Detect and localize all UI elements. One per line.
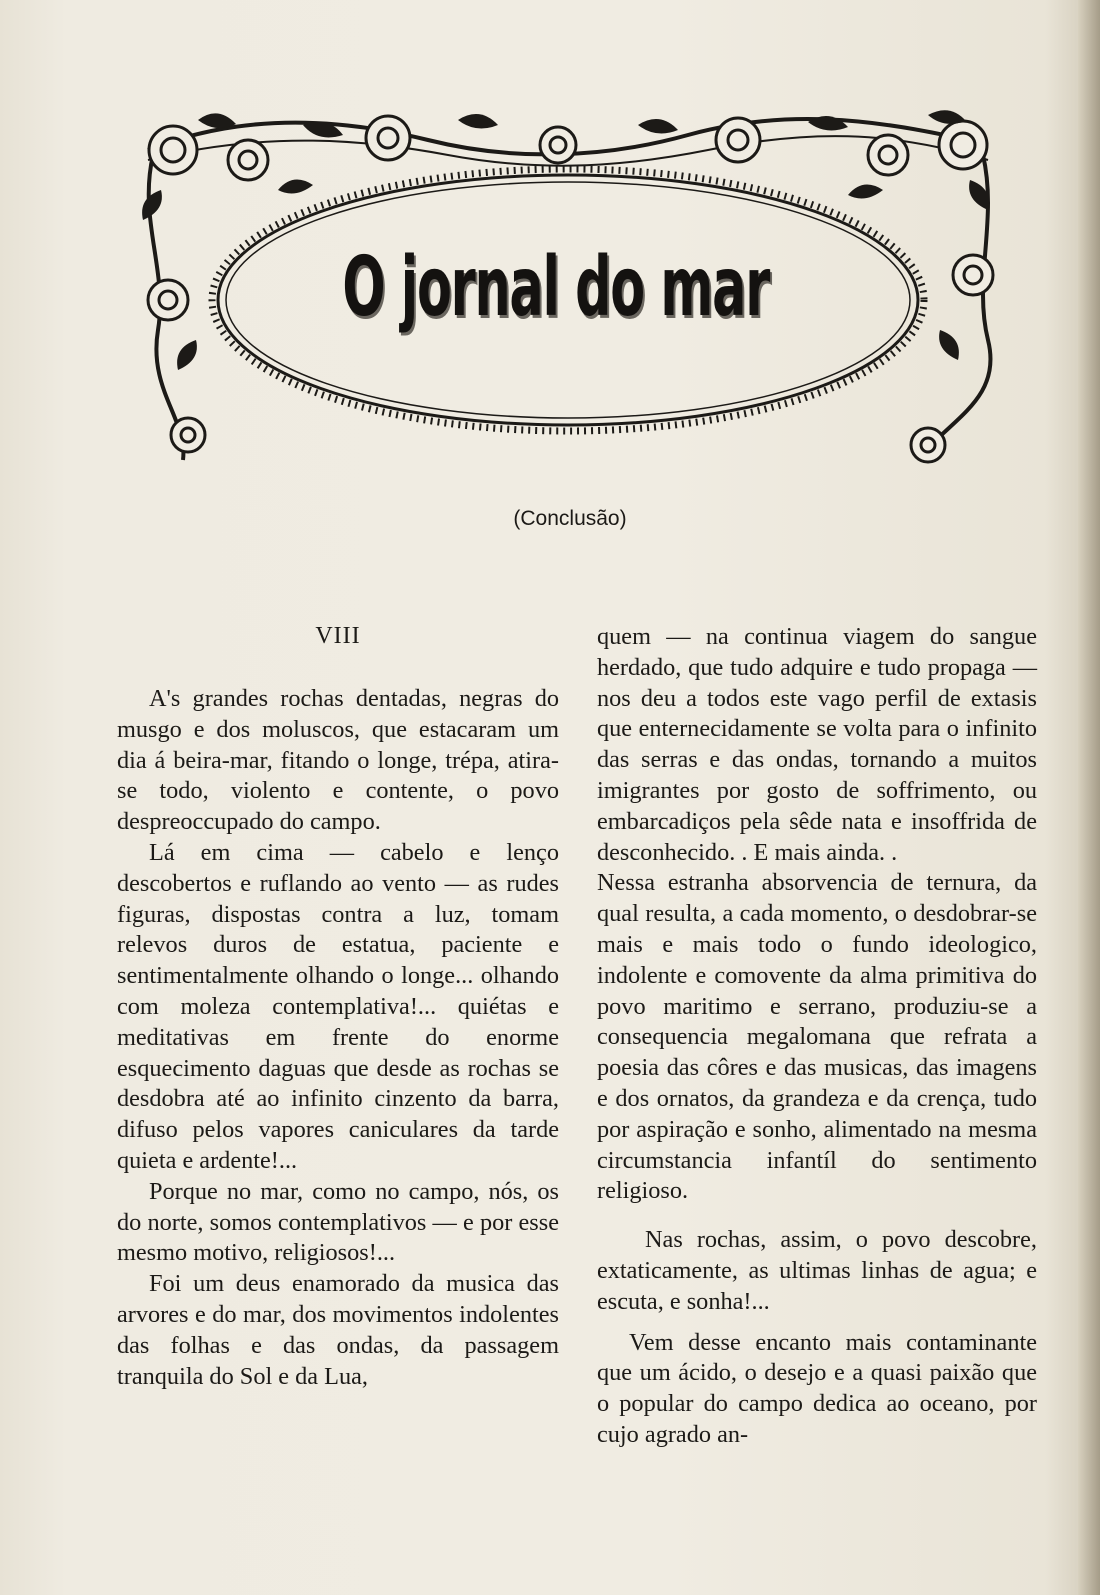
paragraph: Foi um deus enamorado da musica das arvores e do mar, dos movimentos indolentes das folhas e das ondas, da passagem tranquila do Sol e da Lua, [117,1270,559,1390]
paragraph: Vem desse encanto mais contaminante que um ácido, o desejo e a quasi paixão que o popular do campo dedica ao oceano, por cujo agrado an- [597,1328,1037,1448]
paragraph: Lá em cima — cabelo e lenço descobertos e ruflando ao vento — as rudes figuras, dispostas contra a luz, tomam relevos duros de estatua, paciente e sentimentalmente olhando o longe... olhando com moleza contemplativa!... quiétas e meditativas em frente do enorme esquecimento daguas que desde as rochas se desdobra até ao infinito cinzento da barra, difuso pelos vapores caniculares da tarde quieta e ardente!... [117,838,559,1174]
paragraph: Nas rochas, assim, o povo descobre, extaticamente, as ultimas linhas de agua; e escuta, e sonha!... [597,1226,1037,1315]
text-column-right [597,622,1037,1451]
section-number: VIII [315,623,361,649]
page-edge [1078,0,1100,1595]
text-column-left [117,622,559,1392]
paragraph: Porque no mar, como no campo, nós, os do norte, somos contemplativos — e por esse mesmo motivo, religiosos!... [117,1177,559,1267]
paragraph: quem — na continua viagem do sangue herdado, que tudo adquire e tudo propaga — nos deu a todos este vago perfil de extasis que enternecidamente se volta para o infinito das serras e das ondas, tornando a muitos imigrantes por gosto de soffrimento, ou embarcadiços pela sêde nata e insoffrida de desconhecido. . E mais ainda. . [597,623,1037,866]
paragraph: A's grandes rochas dentadas, negras do musgo e dos moluscos, que estacaram um dia á beira-mar, fitando o longe, trépa, atira-se todo, violento e contente, o povo despreoccupado do campo. [117,685,559,836]
article-subtitle: (Conclusão) [513,507,627,530]
masthead-title: O jornal do mar [342,240,770,335]
paragraph: Nessa estranha absorvencia de ternura, da qual resulta, a cada momento, o desdobrar-se mais e mais todo o fundo ideologico, indolente e comovente da alma primitiva do povo maritimo e serrano, produziu-se a consequencia megalomana que refrata a poesia das côres e das musicas, das imagens e dos ornatos, da grandeza e da crença, tudo por aspiração e sonho, alimentado na mesma circumstancia infantíl do sentimento religioso. [597,869,1037,1205]
